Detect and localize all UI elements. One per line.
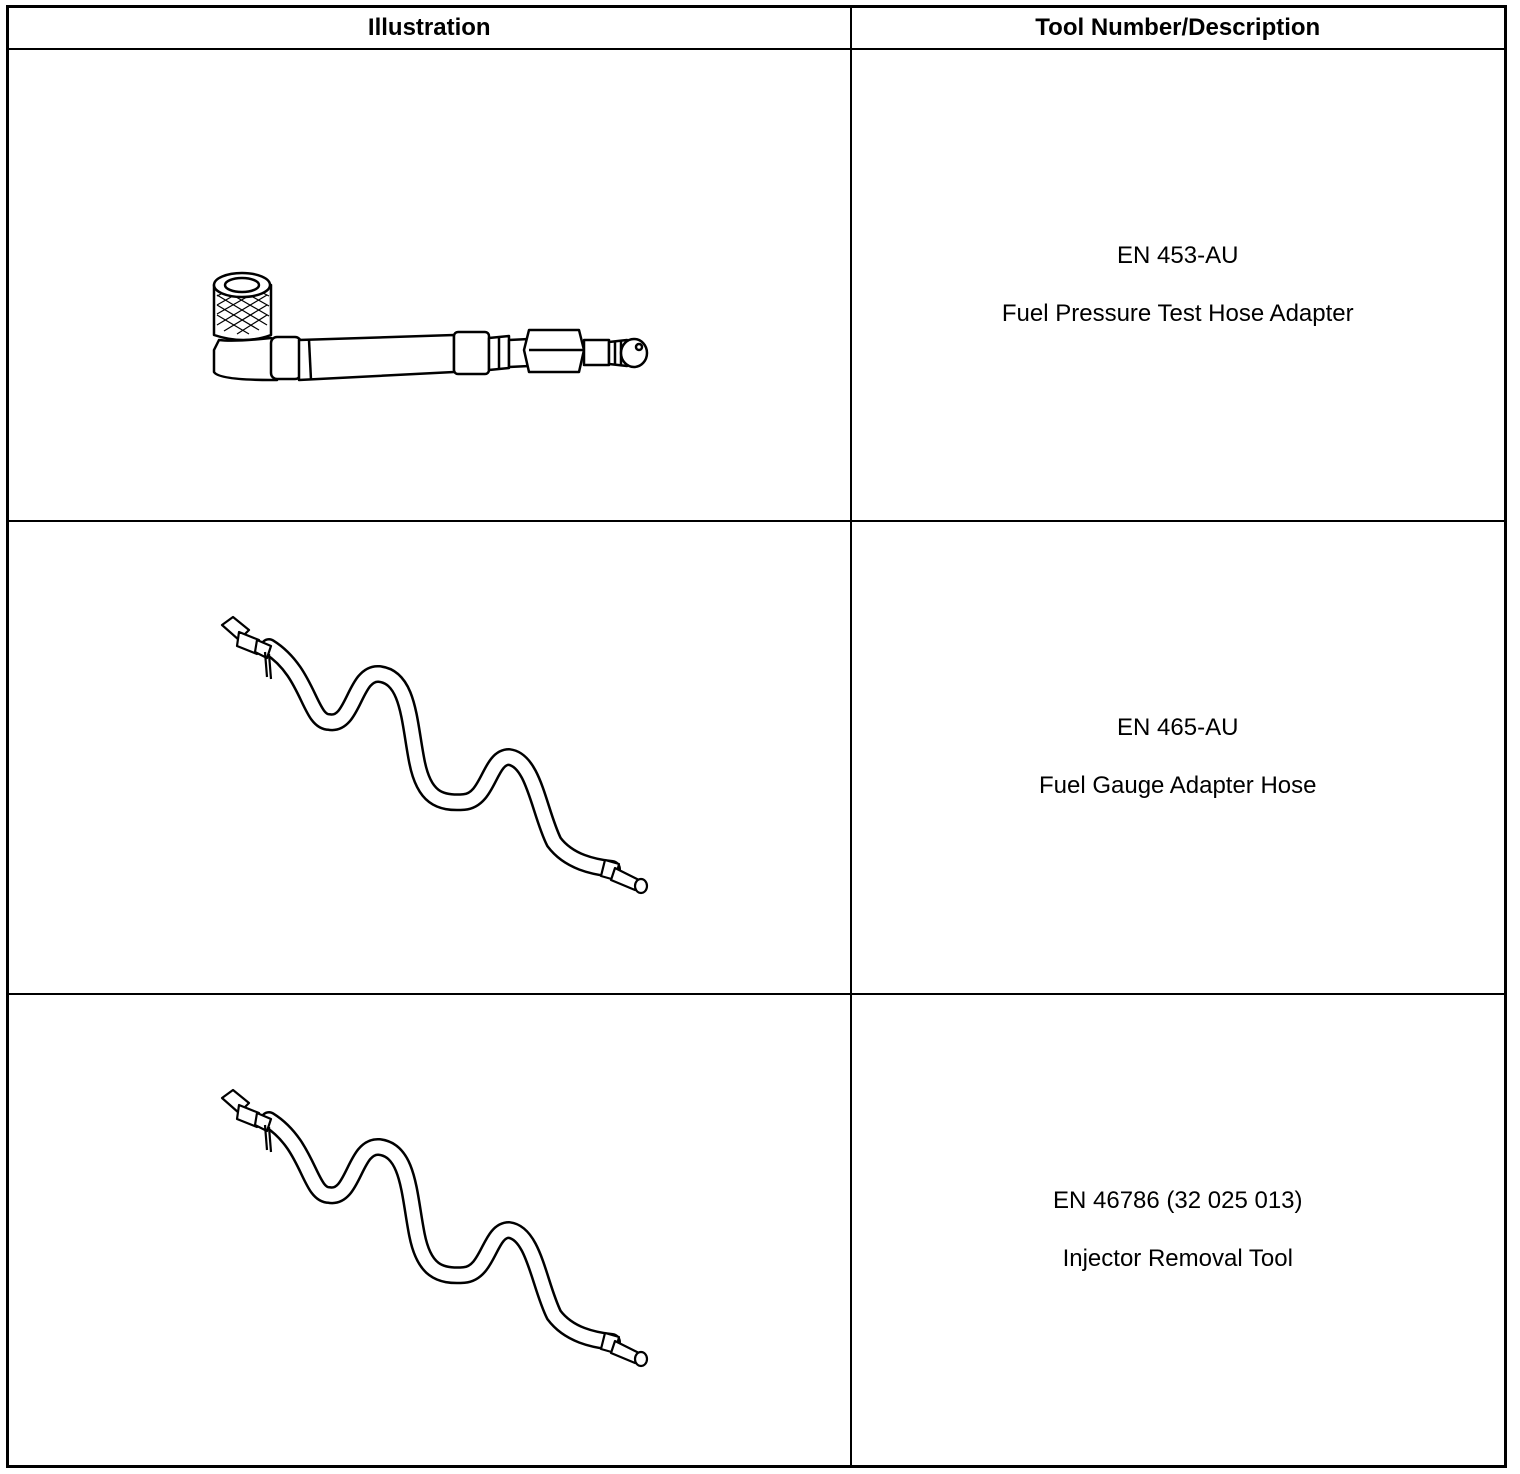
tool-description: Injector Removal Tool <box>1062 1244 1293 1272</box>
adapter-hose-icon <box>9 522 852 992</box>
tool-description-cell <box>851 521 1506 993</box>
hose-adapter-icon <box>9 50 852 520</box>
tool-description: Fuel Pressure Test Hose Adapter <box>1001 300 1354 328</box>
table-row <box>8 994 1506 1467</box>
header-tool-number-description: Tool Number/Description <box>851 7 1506 50</box>
tool-number: EN 453-AU <box>1117 242 1239 270</box>
table-header-row <box>8 7 1506 50</box>
illustration-cell <box>8 521 851 993</box>
special-tools-table <box>6 5 1507 1468</box>
tool-description: Fuel Gauge Adapter Hose <box>1038 772 1317 800</box>
tool-number: EN 46786 (32 025 013) <box>1052 1186 1303 1214</box>
illustration-cell <box>8 49 851 521</box>
tool-number: EN 465-AU <box>1117 714 1239 742</box>
table-row <box>8 49 1506 521</box>
tool-description-cell <box>851 994 1506 1467</box>
adapter-hose-icon <box>9 995 852 1465</box>
illustration-cell <box>8 994 851 1467</box>
tool-description-cell <box>851 49 1506 521</box>
table-row <box>8 521 1506 993</box>
header-illustration: Illustration <box>8 7 851 50</box>
